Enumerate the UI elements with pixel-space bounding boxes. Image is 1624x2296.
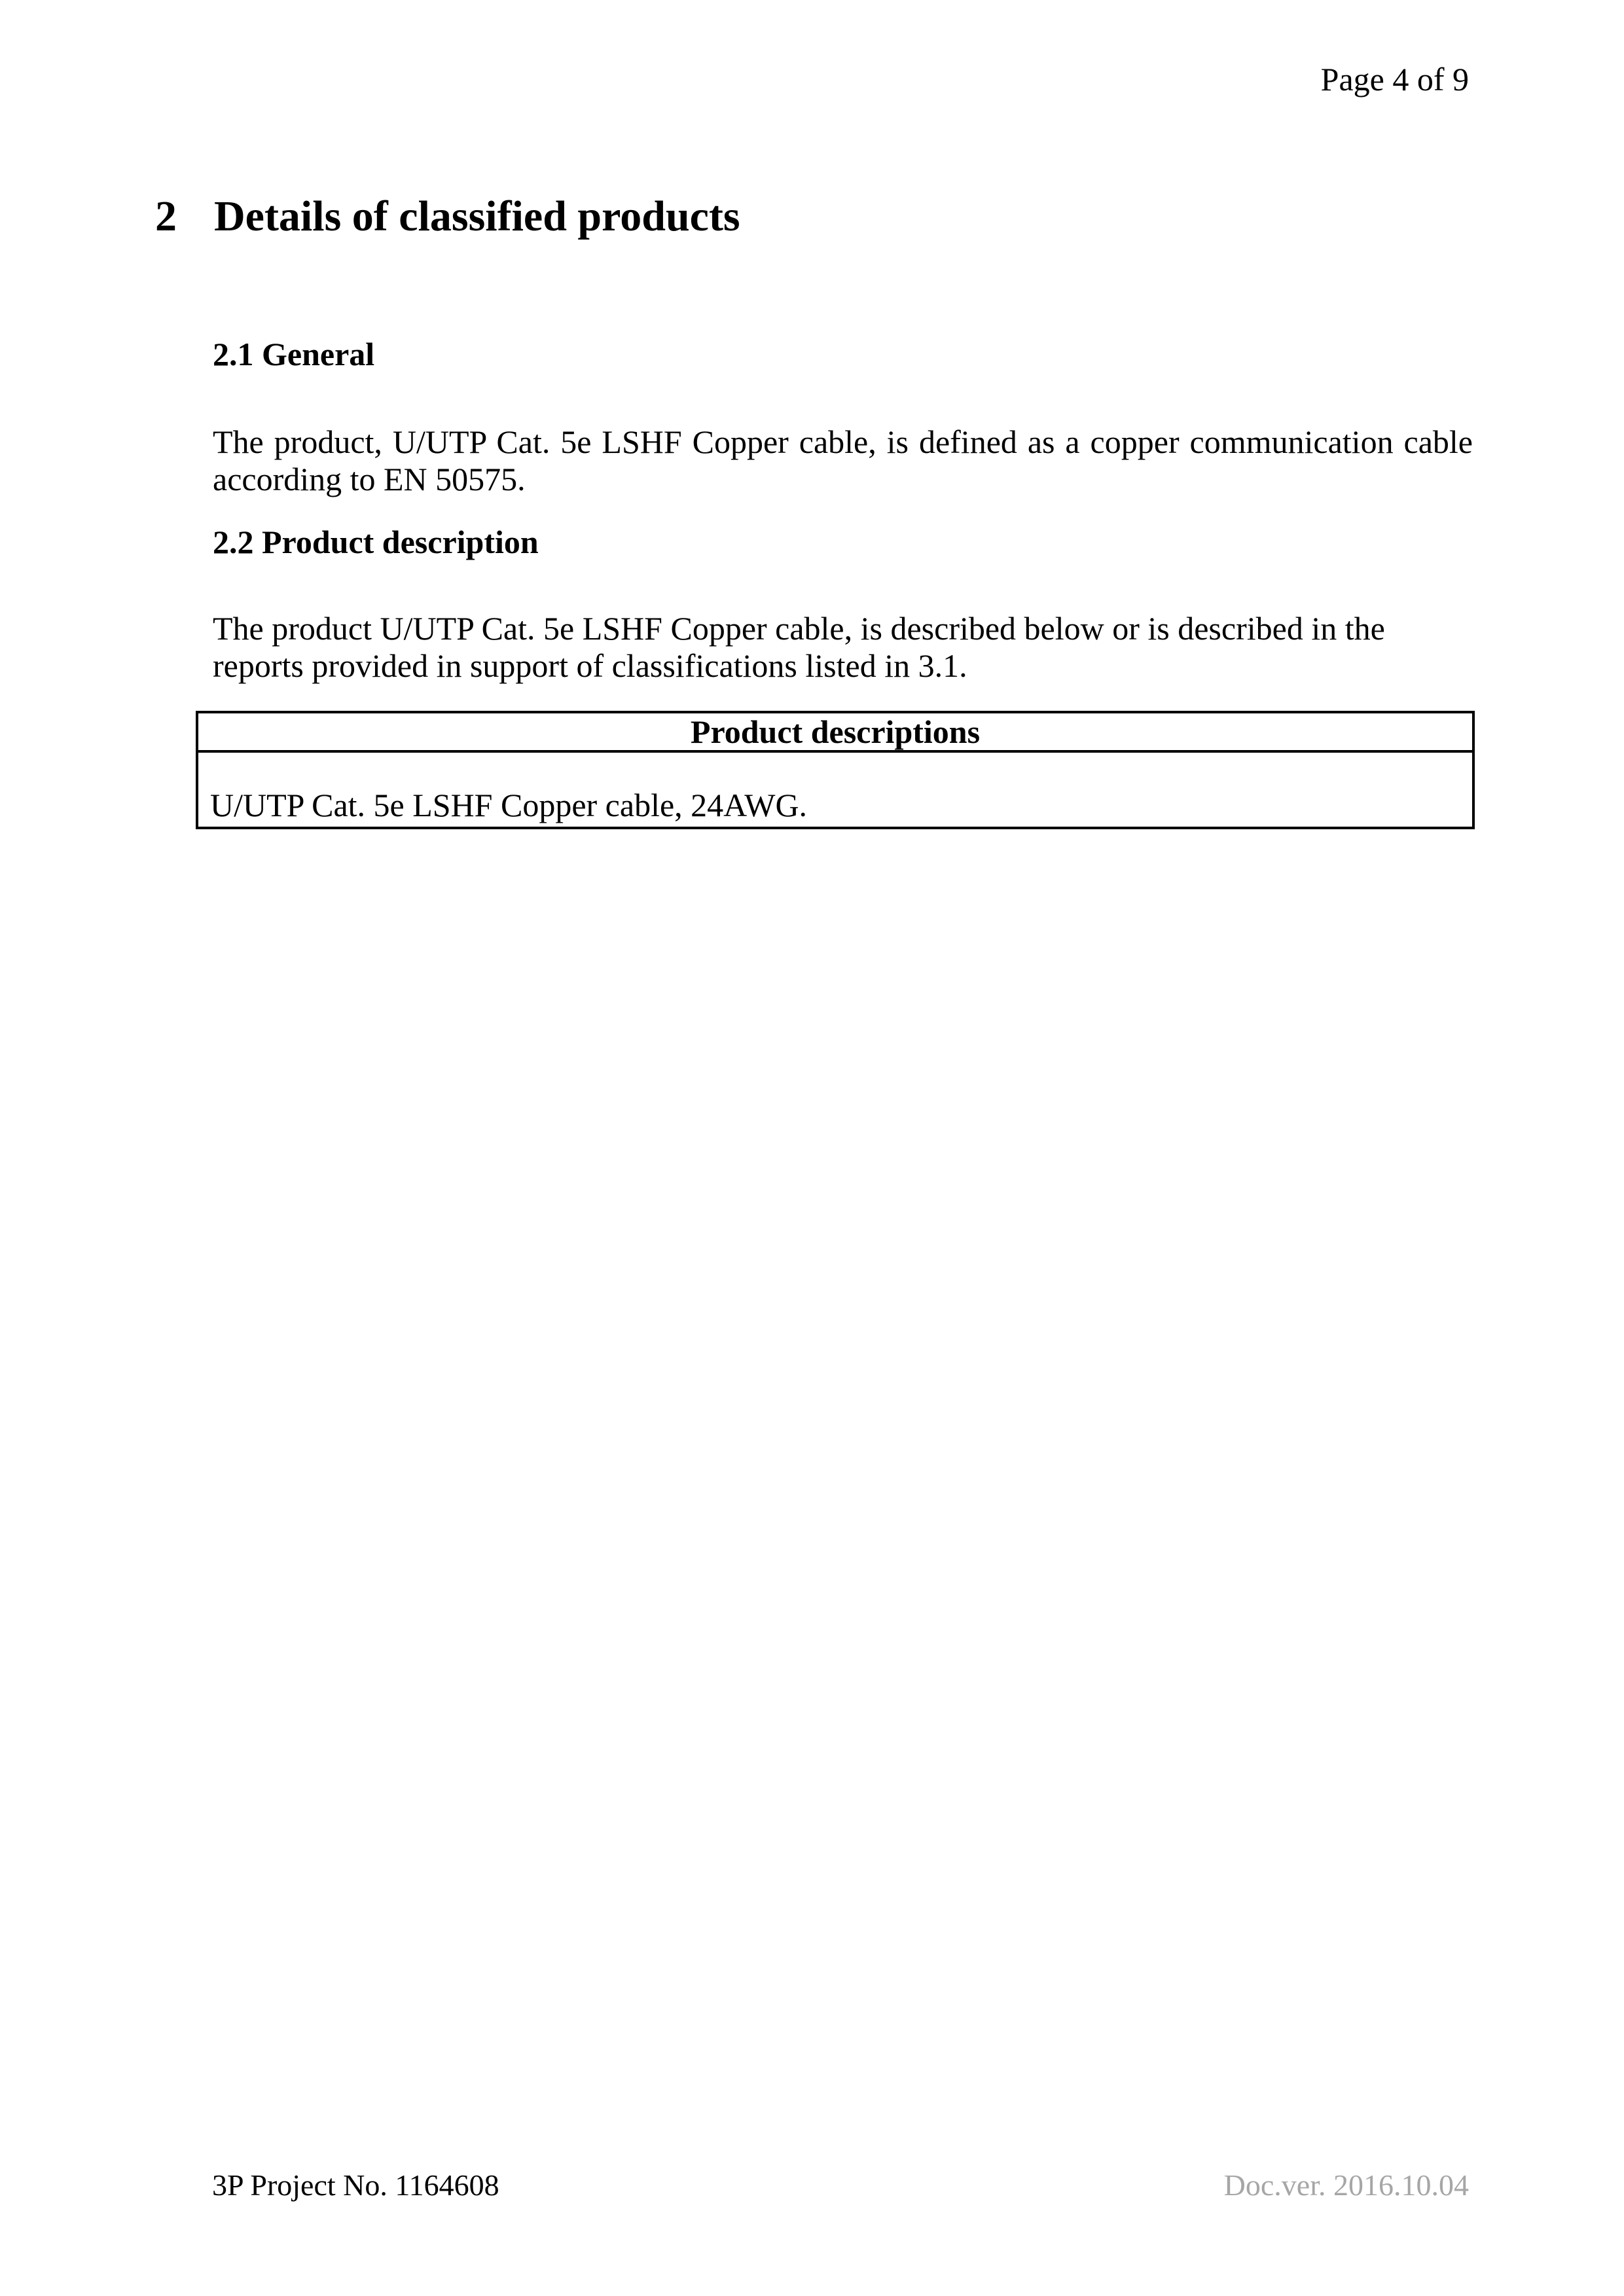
page-number: Page 4 of 9 bbox=[1320, 61, 1469, 98]
paragraph-line: The product, U/UTP Cat. 5e LSHF Copper cable, is defined as a copper communication cable bbox=[213, 423, 1473, 460]
section-heading-title: Details of classified products bbox=[214, 192, 740, 240]
table-header-cell: Product descriptions bbox=[198, 713, 1472, 753]
paragraph-line: according to EN 50575. bbox=[213, 461, 526, 497]
subsection-2-2-heading: 2.2 Product description bbox=[213, 524, 539, 560]
paragraph-line: reports provided in support of classifications listed in 3.1. bbox=[213, 647, 967, 684]
paragraph-line: The product U/UTP Cat. 5e LSHF Copper cable, is described below or is described in the bbox=[213, 610, 1385, 647]
table-body-cell: U/UTP Cat. 5e LSHF Copper cable, 24AWG. bbox=[210, 787, 808, 823]
product-descriptions-table bbox=[196, 711, 1475, 829]
footer-project-number: 3P Project No. 1164608 bbox=[212, 2168, 499, 2202]
paragraph-product-description bbox=[213, 610, 1473, 685]
footer-doc-version: Doc.ver. 2016.10.04 bbox=[1223, 2168, 1469, 2202]
section-heading-number: 2 bbox=[155, 192, 177, 240]
section-heading bbox=[155, 192, 740, 241]
subsection-2-1-heading: 2.1 General bbox=[213, 336, 375, 372]
paragraph-general bbox=[213, 423, 1473, 498]
